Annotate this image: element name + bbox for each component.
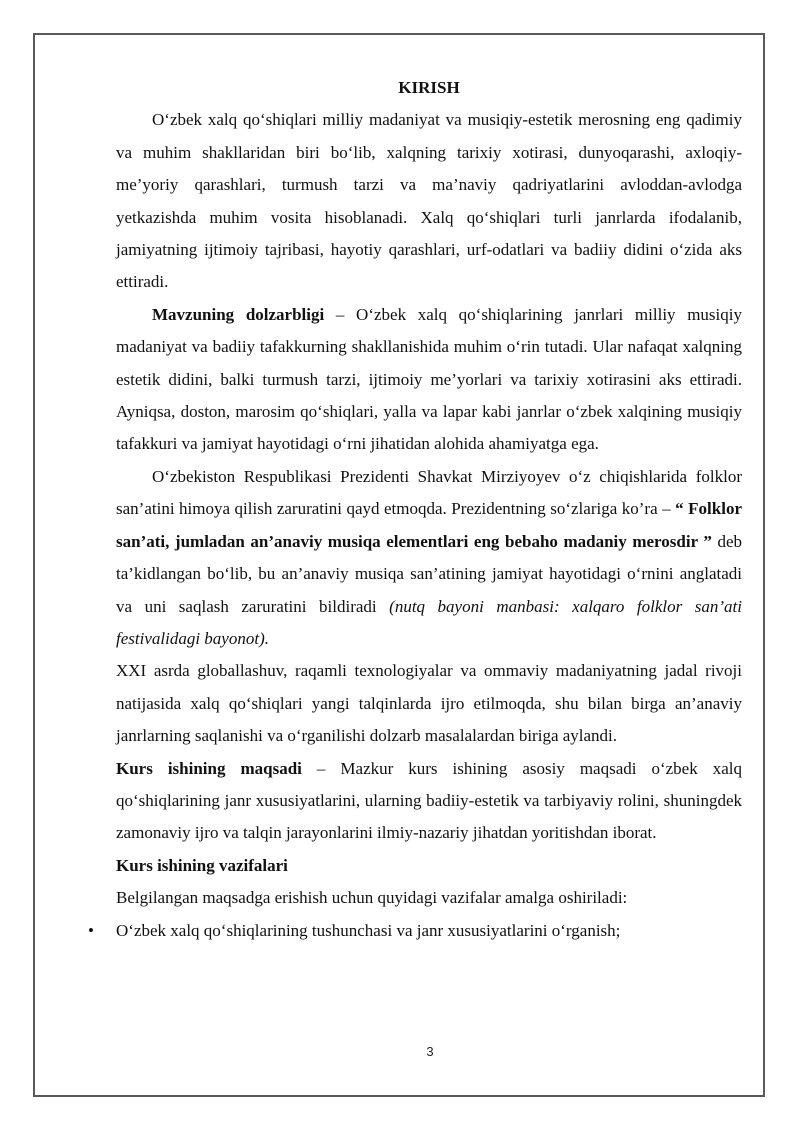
paragraph-relevance	[116, 299, 742, 461]
goal-label: Kurs ishining maqsadi	[116, 758, 302, 778]
goal-text: – Mazkur kurs ishining asosiy maqsadi o‘zbek xalq qo‘shiqlarining janr xususiyatlarini, ularning badiiy-estetik va tarbiyaviy rolini, shuningdek zamonaviy ijro va talqin jarayonlarini ilmiy-nazariy jihatdan yoritishdan iborat.	[116, 758, 742, 843]
paragraph-tasks-intro: Belgilangan maqsadga erishish uchun quyidagi vazifalar amalga oshiriladi:	[116, 888, 628, 908]
quote-commentary: deb ta’kidlangan bo‘lib, bu an’anaviy musiqa san’atining jamiyat hayotidagi o‘rnini anglatadi va uni saqlash zaruratini bildiradi	[116, 531, 743, 616]
relevance-label: Mavzuning dolzarbligi	[152, 304, 325, 324]
quote-source: (nutq bayoni manbasi: xalqaro folklor san’ati festivalidagi bayonot).	[116, 596, 742, 648]
document-body	[88, 72, 743, 947]
paragraph-globalization: XXI asrda globallashuv, raqamli texnologiyalar va ommaviy madaniyatning jadal rivoji natijasida xalq qo‘shiqlari yangi talqinlarda ijro etilmoqda, shu bilan birga an’anaviy janrlarning saqlanishi va o‘rganilishi dolzarb masalalardan biriga aylandi.	[116, 661, 742, 746]
paragraph-president-quote	[116, 461, 742, 655]
relevance-text: – O‘zbek xalq qo‘shiqlarining janrlari milliy musiqiy madaniyat va badiiy tafakkurning shakllanishida muhim o‘rin tutadi. Ular nafaqat xalqning estetik didini, balki turmush tarzi, ijtimoiy me’yorlari va tarixiy xotirasini aks ettiradi. Ayniqsa, doston, marosim qo‘shiqlari, yalla va lapar kabi janrlar o‘zbek xalqining musiqiy tafakkuri va jamiyat hayotidagi o‘rni jihatidan alohida ahamiyatga ega.	[116, 304, 742, 454]
tasks-heading	[116, 850, 742, 882]
page-number: 3	[426, 1044, 434, 1059]
bullet-icon: •	[88, 920, 94, 940]
president-quote: “ Folklor san’ati, jumladan an’anaviy musiqa elementlari eng bebaho madaniy merosdir ”	[116, 499, 742, 551]
quote-intro: O‘zbekiston Respublikasi Prezidenti Shavkat Mirziyoyev o‘z chiqishlarida folklor san’atini himoya qilish zaruratini qayd etmoqda. Prezidentning so‘zlariga ko’ra –	[116, 466, 742, 519]
paragraph-intro: O‘zbek xalq qo‘shiqlari milliy madaniyat va musiqiy-estetik merosning eng qadimiy va muhim shakllaridan biri bo‘lib, xalqning tarixiy xotirasi, dunyoqarashi, axloqiy-me’yoriy qarashlari, turmush tarzi va ma’naviy qadriyatlarini avloddan-avlodga yetkazishda muhim vosita hisoblanadi. Xalq qo‘shiqlari turli janrlarda ifodalanib, jamiyatning ijtimoiy tajribasi, hayotiy qarashlari, urf-odatlari va badiiy didini o‘zida aks ettiradi.	[116, 110, 742, 292]
list-item	[88, 915, 742, 947]
tasks-heading-text: Kurs ishining vazifalari	[116, 855, 288, 875]
paragraph-goal	[116, 753, 742, 850]
section-title: KIRISH	[398, 78, 460, 97]
list-item-text: O‘zbek xalq qo‘shiqlarining tushunchasi va janr xususiyatlarini o‘rganish;	[116, 920, 621, 940]
